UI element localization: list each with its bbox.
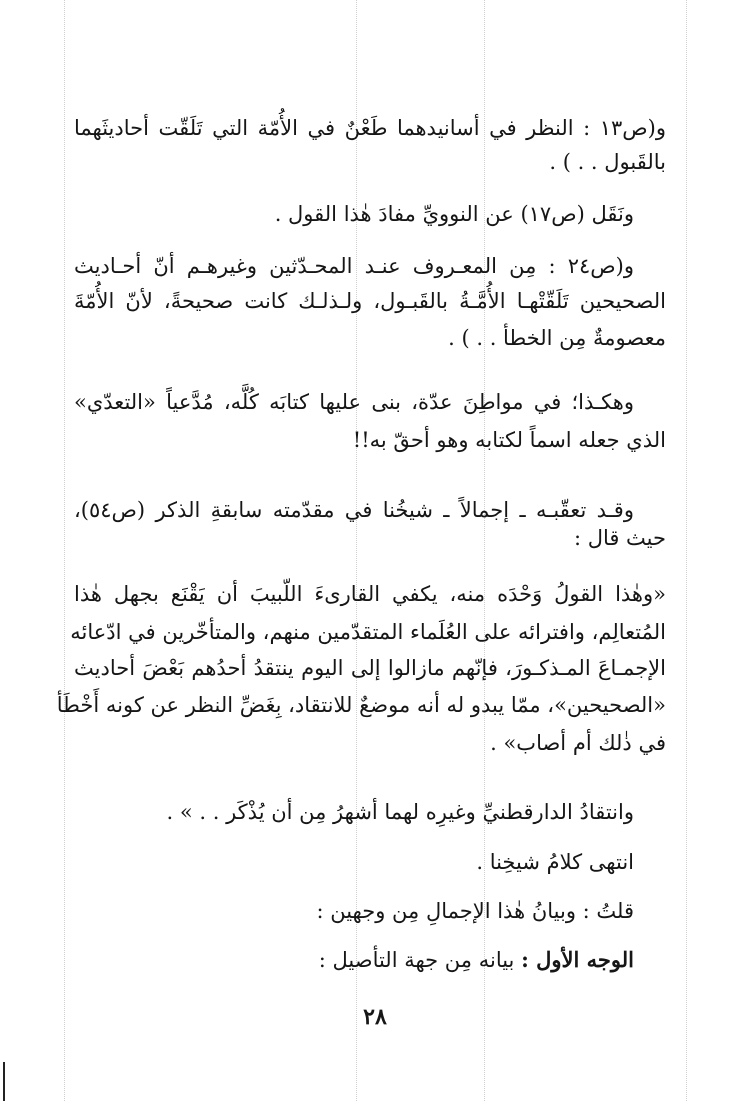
quote-line: المُتعالِم، وافترائه على العُلَماء المتقدّمين منهم، والمتأخّرين في ادّعائه <box>70 620 666 644</box>
text-line: و(ص١٣ : النظر في أسانيدهما طَعْنٌ في الأُمّة التي تَلَقّت أحاديثَهما <box>74 116 666 140</box>
text-run: بيانه مِن جهة التأصيل : <box>318 948 522 972</box>
scan-edge-mark <box>3 1062 5 1101</box>
quote-line: الإجمـاعَ المـذكـورَ، فإنّهم مازالوا إلى اليوم ينتقدُ أحدُهم بَعْضَ أحاديث <box>74 656 666 680</box>
section-heading-line <box>74 944 634 976</box>
text-line: معصومةٌ مِن الخطأ . . ) . <box>448 326 666 350</box>
text-line: ونَقَل (ص١٧) عن النوويِّ مفادَ هٰذا القول . <box>274 202 634 226</box>
text-line: و(ص٢٤ : مِن المعـروف عنـد المحـدّثين وغيرهـم أنّ أحـاديث <box>74 254 634 278</box>
text-line: انتهى كلامُ شيخِنا . <box>476 850 634 874</box>
scan-guide-line <box>686 0 687 1101</box>
quote-line: «الصحيحين»، ممّا يبدو له أنه موضعٌ للانتقاد، بِغَضِّ النظر عن كونه أَخْطَأ <box>56 693 666 717</box>
text-line: الصحيحين تَلَقّتْهـا الأُمَّـةُ بالقَبـول، ولـذلـك كانت صحيحةً، لأنّ الأُمّةَ <box>74 289 666 313</box>
scan-guide-line <box>64 0 65 1101</box>
text-line: حيث قال : <box>573 526 666 550</box>
quote-line: «وهٰذا القولُ وَحْدَه منه، يكفي القارىءَ اللّبيبَ أن يَقْنَع بجهل هٰذا <box>74 582 666 606</box>
text-line: الذي جعله اسماً لكتابه وهو أحقّ به!! <box>352 428 666 452</box>
text-line: وقـد تعقّبـه ـ إجمالاً ـ شيخُنا في مقدّمته سابقةِ الذكر (ص٥٤)، <box>74 498 634 522</box>
text-line: وهكـذا؛ في مواطِنَ عدّة، بنى عليها كتابَه كُلَّه، مُدَّعياً «التعدّي» <box>74 390 634 414</box>
page-number: ٢٨ <box>363 1004 387 1030</box>
text-line: وانتقادُ الدارقطنيِّ وغيرِه لهما أشهرُ مِن أن يُذْكَر . . » . <box>166 800 634 824</box>
text-line: بالقَبول . . ) . <box>549 150 666 174</box>
text-line: قلتُ : وبيانُ هٰذا الإجمالِ مِن وجهين : <box>316 899 634 923</box>
section-heading: الوجه الأول : <box>521 947 634 972</box>
quote-line: في ذٰلك أم أصاب» . <box>490 731 666 755</box>
